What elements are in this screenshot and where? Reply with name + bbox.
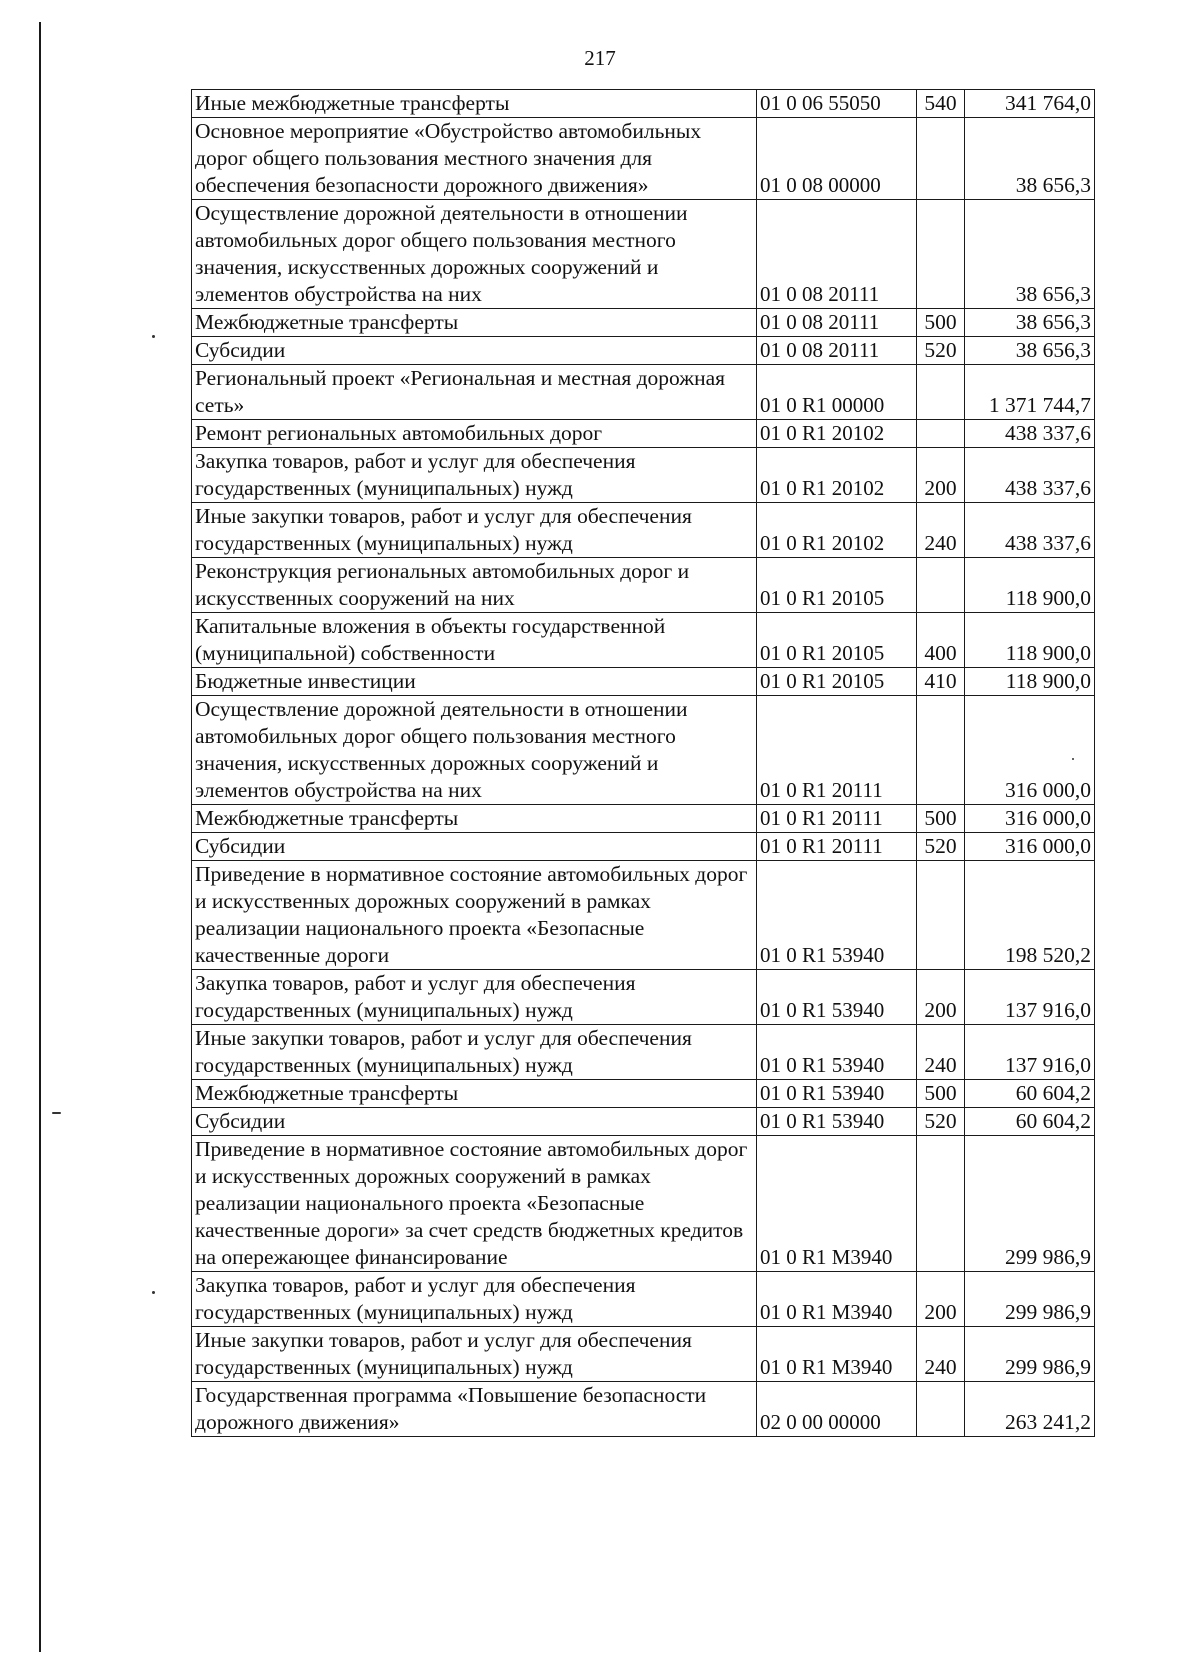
table-row (192, 833, 1095, 861)
row-name-cell: Иные закупки товаров, работ и услуг для обеспечения государственных (муниципальных) нужд (192, 1025, 757, 1080)
table-row (192, 118, 1095, 200)
row-kind-cell: 500 (917, 309, 965, 337)
row-code-cell: 01 0 R1 M3940 (757, 1136, 917, 1272)
row-code-cell: 01 0 R1 53940 (757, 1080, 917, 1108)
row-kind-cell (917, 861, 965, 970)
row-amount-cell: 316 000,0 (965, 805, 1095, 833)
scan-speck (152, 335, 155, 338)
row-name-cell: Закупка товаров, работ и услуг для обеспечения государственных (муниципальных) нужд (192, 448, 757, 503)
row-amount-cell: 263 241,2 (965, 1382, 1095, 1437)
table-row (192, 309, 1095, 337)
table-row (192, 1108, 1095, 1136)
row-name-cell: Субсидии (192, 833, 757, 861)
row-name-cell: Закупка товаров, работ и услуг для обеспечения государственных (муниципальных) нужд (192, 970, 757, 1025)
table-row (192, 805, 1095, 833)
table-row (192, 1382, 1095, 1437)
table-row (192, 1327, 1095, 1382)
row-amount-cell: 60 604,2 (965, 1080, 1095, 1108)
row-amount-cell: 137 916,0 (965, 970, 1095, 1025)
row-kind-cell: 200 (917, 970, 965, 1025)
row-name-cell: Реконструкция региональных автомобильных дорог и искусственных сооружений на них (192, 558, 757, 613)
row-code-cell: 01 0 08 20111 (757, 200, 917, 309)
row-kind-cell: 410 (917, 668, 965, 696)
budget-table (191, 89, 1095, 1437)
row-code-cell: 01 0 R1 53940 (757, 970, 917, 1025)
row-kind-cell: 540 (917, 90, 965, 118)
row-kind-cell (917, 200, 965, 309)
row-amount-cell: 1 371 744,7 (965, 365, 1095, 420)
row-name-cell: Государственная программа «Повышение безопасности дорожного движения» (192, 1382, 757, 1437)
row-kind-cell: 520 (917, 833, 965, 861)
table-row (192, 558, 1095, 613)
row-amount-cell: 118 900,0 (965, 668, 1095, 696)
row-code-cell: 01 0 08 20111 (757, 309, 917, 337)
row-code-cell: 01 0 R1 M3940 (757, 1272, 917, 1327)
row-name-cell: Межбюджетные трансферты (192, 309, 757, 337)
table-row (192, 1272, 1095, 1327)
row-name-cell: Основное мероприятие «Обустройство автомобильных дорог общего пользования местного значения для обеспечения безопасности дорожного движения» (192, 118, 757, 200)
row-amount-cell: 341 764,0 (965, 90, 1095, 118)
table-row (192, 668, 1095, 696)
table-row (192, 337, 1095, 365)
row-name-cell: Межбюджетные трансферты (192, 805, 757, 833)
row-kind-cell: 520 (917, 1108, 965, 1136)
table-row (192, 613, 1095, 668)
row-name-cell: Иные закупки товаров, работ и услуг для обеспечения государственных (муниципальных) нужд (192, 1327, 757, 1382)
row-name-cell: Капитальные вложения в объекты государственной (муниципальной) собственности (192, 613, 757, 668)
row-code-cell: 01 0 R1 53940 (757, 1025, 917, 1080)
row-name-cell: Приведение в нормативное состояние автомобильных дорог и искусственных дорожных сооружений в рамках реализации национального проекта «Безопасные качественные дороги» за счет средств бюджетных кредитов на опережающее финансирование (192, 1136, 757, 1272)
row-amount-cell: 38 656,3 (965, 118, 1095, 200)
row-amount-cell: 38 656,3 (965, 309, 1095, 337)
binding-edge-line (39, 22, 41, 1652)
table-row (192, 200, 1095, 309)
row-name-cell: Ремонт региональных автомобильных дорог (192, 420, 757, 448)
row-name-cell: Иные межбюджетные трансферты (192, 90, 757, 118)
row-code-cell: 01 0 R1 20102 (757, 503, 917, 558)
row-kind-cell: 520 (917, 337, 965, 365)
row-amount-cell: 60 604,2 (965, 1108, 1095, 1136)
row-kind-cell: 200 (917, 448, 965, 503)
row-code-cell: 02 0 00 00000 (757, 1382, 917, 1437)
row-code-cell: 01 0 06 55050 (757, 90, 917, 118)
row-amount-cell: 438 337,6 (965, 503, 1095, 558)
table-row (192, 448, 1095, 503)
row-amount-cell: 438 337,6 (965, 448, 1095, 503)
page-number: 217 (584, 46, 616, 70)
row-name-cell: Бюджетные инвестиции (192, 668, 757, 696)
row-amount-cell: 38 656,3 (965, 337, 1095, 365)
row-amount-cell: 38 656,3 (965, 200, 1095, 309)
row-code-cell: 01 0 R1 20105 (757, 558, 917, 613)
row-kind-cell (917, 558, 965, 613)
table-row (192, 1025, 1095, 1080)
row-kind-cell: 500 (917, 805, 965, 833)
scan-speck (152, 1291, 155, 1294)
table-row (192, 970, 1095, 1025)
row-amount-cell: 299 986,9 (965, 1136, 1095, 1272)
row-kind-cell: 400 (917, 613, 965, 668)
row-kind-cell: 500 (917, 1080, 965, 1108)
row-amount-cell: 137 916,0 (965, 1025, 1095, 1080)
row-code-cell: 01 0 R1 53940 (757, 1108, 917, 1136)
row-amount-cell: 438 337,6 (965, 420, 1095, 448)
row-kind-cell: 240 (917, 503, 965, 558)
row-kind-cell (917, 1382, 965, 1437)
row-kind-cell: 240 (917, 1025, 965, 1080)
row-kind-cell (917, 365, 965, 420)
row-kind-cell: 200 (917, 1272, 965, 1327)
row-code-cell: 01 0 R1 20111 (757, 696, 917, 805)
row-code-cell: 01 0 08 20111 (757, 337, 917, 365)
row-name-cell: Осуществление дорожной деятельности в отношении автомобильных дорог общего пользования местного значения, искусственных дорожных сооружений и элементов обустройства на них (192, 200, 757, 309)
table-row (192, 420, 1095, 448)
row-name-cell: Региональный проект «Региональная и местная дорожная сеть» (192, 365, 757, 420)
row-code-cell: 01 0 R1 20102 (757, 448, 917, 503)
row-name-cell: Приведение в нормативное состояние автомобильных дорог и искусственных дорожных сооружений в рамках реализации национального проекта «Безопасные качественные дороги (192, 861, 757, 970)
row-kind-cell: 240 (917, 1327, 965, 1382)
row-name-cell: Субсидии (192, 1108, 757, 1136)
table-row (192, 696, 1095, 805)
row-name-cell: Субсидии (192, 337, 757, 365)
row-amount-cell: 299 986,9 (965, 1272, 1095, 1327)
row-code-cell: 01 0 R1 20102 (757, 420, 917, 448)
row-name-cell: Закупка товаров, работ и услуг для обеспечения государственных (муниципальных) нужд (192, 1272, 757, 1327)
row-amount-cell: 118 900,0 (965, 558, 1095, 613)
row-amount-cell: 299 986,9 (965, 1327, 1095, 1382)
row-kind-cell (917, 696, 965, 805)
row-code-cell: 01 0 R1 00000 (757, 365, 917, 420)
table-row (192, 1136, 1095, 1272)
row-code-cell: 01 0 R1 20105 (757, 668, 917, 696)
row-code-cell: 01 0 R1 M3940 (757, 1327, 917, 1382)
row-code-cell: 01 0 R1 20111 (757, 805, 917, 833)
row-kind-cell (917, 1136, 965, 1272)
table-row (192, 1080, 1095, 1108)
row-code-cell: 01 0 08 00000 (757, 118, 917, 200)
row-amount-cell: 316 000,0 (965, 833, 1095, 861)
row-code-cell: 01 0 R1 53940 (757, 861, 917, 970)
table-row (192, 861, 1095, 970)
budget-table-body (192, 90, 1095, 1437)
row-kind-cell (917, 118, 965, 200)
row-name-cell: Осуществление дорожной деятельности в отношении автомобильных дорог общего пользования местного значения, искусственных дорожных сооружений и элементов обустройства на них (192, 696, 757, 805)
table-row (192, 503, 1095, 558)
row-amount-cell: 316 000,0 (965, 696, 1095, 805)
row-amount-cell: 118 900,0 (965, 613, 1095, 668)
table-row (192, 365, 1095, 420)
scan-speck (52, 1112, 61, 1114)
row-name-cell: Иные закупки товаров, работ и услуг для обеспечения государственных (муниципальных) нужд (192, 503, 757, 558)
table-row (192, 90, 1095, 118)
row-kind-cell (917, 420, 965, 448)
row-code-cell: 01 0 R1 20111 (757, 833, 917, 861)
row-amount-cell: 198 520,2 (965, 861, 1095, 970)
row-code-cell: 01 0 R1 20105 (757, 613, 917, 668)
row-name-cell: Межбюджетные трансферты (192, 1080, 757, 1108)
